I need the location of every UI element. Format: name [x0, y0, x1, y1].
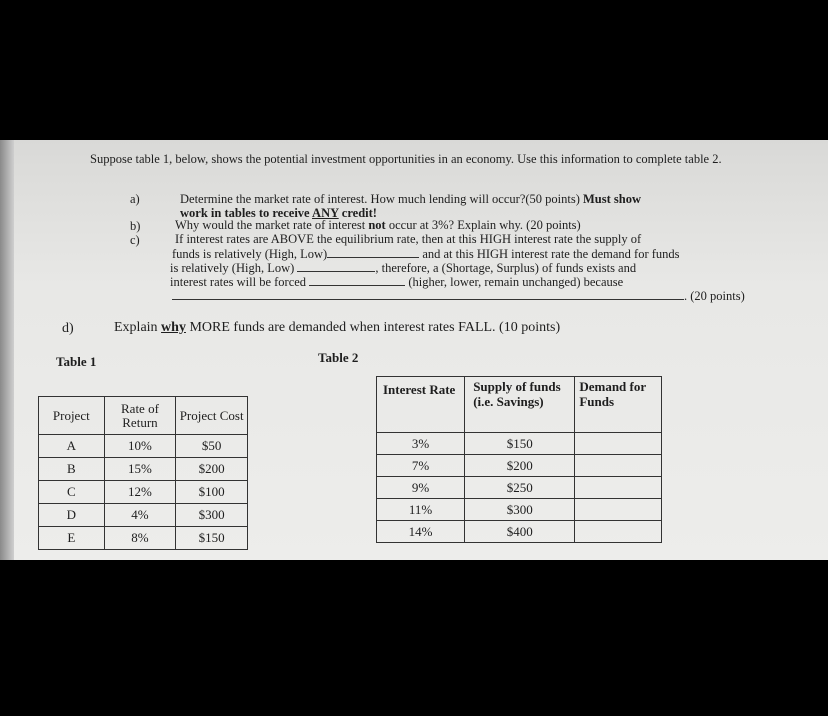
table2-cell-rate: 14%: [377, 521, 465, 543]
table-row: [377, 455, 662, 477]
table-row: [377, 521, 662, 543]
table2-header-row: [377, 377, 662, 433]
table1-caption: Table 1: [56, 354, 97, 369]
question-b-not: not: [368, 218, 386, 232]
table1-cell: 12%: [104, 481, 176, 504]
answer-blank-4[interactable]: [172, 288, 684, 300]
question-d-post: MORE funds are demanded when interest rates FALL. (10 points): [185, 320, 561, 335]
table1-cell: $200: [176, 458, 248, 481]
table-row: [39, 504, 248, 527]
table1-cell: C: [39, 481, 105, 504]
intro-text: Suppose table 1, below, shows the potential investment opportunities in an economy. Use this information to complete table 2.: [90, 152, 722, 166]
question-c-line2: [172, 246, 680, 261]
question-c-line4: [170, 274, 623, 289]
question-d-why: why: [161, 320, 186, 335]
table-row: [39, 527, 248, 550]
table2: [376, 376, 662, 543]
table1-cell: E: [39, 527, 105, 550]
question-b-pre: Why would the market rate of interest: [175, 218, 369, 232]
question-c-label: c): [130, 233, 140, 247]
question-c-line3a: is relatively (High, Low): [170, 261, 295, 275]
table2-demand-input[interactable]: [575, 433, 662, 455]
table-row: [39, 458, 248, 481]
table2-cell-supply: $400: [465, 521, 575, 543]
table2-cell-supply: $200: [465, 455, 575, 477]
question-a-must-show: Must show: [583, 192, 641, 206]
question-d-text: [114, 320, 560, 336]
table2-cell-supply: $150: [465, 433, 575, 455]
question-b-label: b): [130, 219, 141, 233]
table2-header-demand: Demand for Funds: [575, 377, 662, 433]
table2-cell-rate: 9%: [377, 477, 465, 499]
table2-caption: Table 2: [318, 350, 359, 365]
question-c-line3: [170, 260, 636, 275]
page-edge: [0, 140, 14, 560]
question-c-line2a: funds is relatively (High, Low): [172, 247, 328, 261]
table2-cell-rate: 11%: [377, 499, 465, 521]
table1-cell: 4%: [104, 504, 176, 527]
table1-cell: $100: [176, 481, 248, 504]
table-row: [377, 499, 662, 521]
table1: [38, 396, 248, 550]
table1-cell: $50: [176, 435, 248, 458]
question-d-label: d): [62, 321, 74, 336]
table2-cell-supply: $300: [465, 499, 575, 521]
question-c-line1: If interest rates are ABOVE the equilibrium rate, then at this HIGH interest rate the supply of: [175, 232, 642, 246]
worksheet-page: [0, 140, 828, 560]
table2-cell-supply: $250: [465, 477, 575, 499]
table2-header-interest: Interest Rate: [377, 377, 465, 433]
table1-header-row: [39, 397, 248, 435]
table1-cell: D: [39, 504, 105, 527]
table-row: [39, 435, 248, 458]
table2-cell-rate: 7%: [377, 455, 465, 477]
question-a-line1: [180, 192, 641, 206]
question-c-line2b: and at this HIGH interest rate the demand for funds: [422, 247, 680, 261]
question-c-line4b: (higher, lower, remain unchanged) because: [408, 275, 624, 289]
question-c-line5: [172, 288, 745, 303]
table-row: [39, 481, 248, 504]
table1-cell: $300: [176, 504, 248, 527]
question-a-line2-post: credit!: [338, 206, 377, 220]
question-d-pre: Explain: [114, 320, 162, 335]
question-a-text: Determine the market rate of interest. How much lending will occur?(50 points): [180, 192, 580, 206]
question-a-any: ANY: [312, 206, 339, 220]
table2-demand-input[interactable]: [575, 455, 662, 477]
table-row: [377, 477, 662, 499]
table1-cell: $150: [176, 527, 248, 550]
table1-header-project: Project: [39, 397, 105, 435]
table2-demand-input[interactable]: [575, 521, 662, 543]
question-c-line5-text: . (20 points): [684, 289, 745, 303]
table2-demand-input[interactable]: [575, 499, 662, 521]
table-row: [377, 433, 662, 455]
question-c-line4a: interest rates will be forced: [170, 275, 307, 289]
table2-header-supply: Supply of funds (i.e. Savings): [465, 377, 575, 433]
table1-cell: B: [39, 458, 105, 481]
answer-blank-2[interactable]: [297, 260, 375, 272]
question-b-text: [175, 218, 581, 232]
question-c-line3b: , therefore, a (Shortage, Surplus) of funds exists and: [375, 261, 637, 275]
table1-cell: A: [39, 435, 105, 458]
question-a-label: a): [130, 192, 140, 206]
answer-blank-1[interactable]: [327, 246, 419, 258]
table1-cell: 10%: [104, 435, 176, 458]
table1-header-rate: Rate of Return: [104, 397, 176, 435]
table1-cell: 15%: [104, 458, 176, 481]
question-b-post: occur at 3%? Explain why. (20 points): [385, 218, 581, 232]
table2-demand-input[interactable]: [575, 477, 662, 499]
table2-cell-rate: 3%: [377, 433, 465, 455]
question-a-line2-pre: work in tables to receive: [180, 206, 313, 220]
answer-blank-3[interactable]: [309, 274, 405, 286]
table1-header-cost: Project Cost: [176, 397, 248, 435]
table1-cell: 8%: [104, 527, 176, 550]
